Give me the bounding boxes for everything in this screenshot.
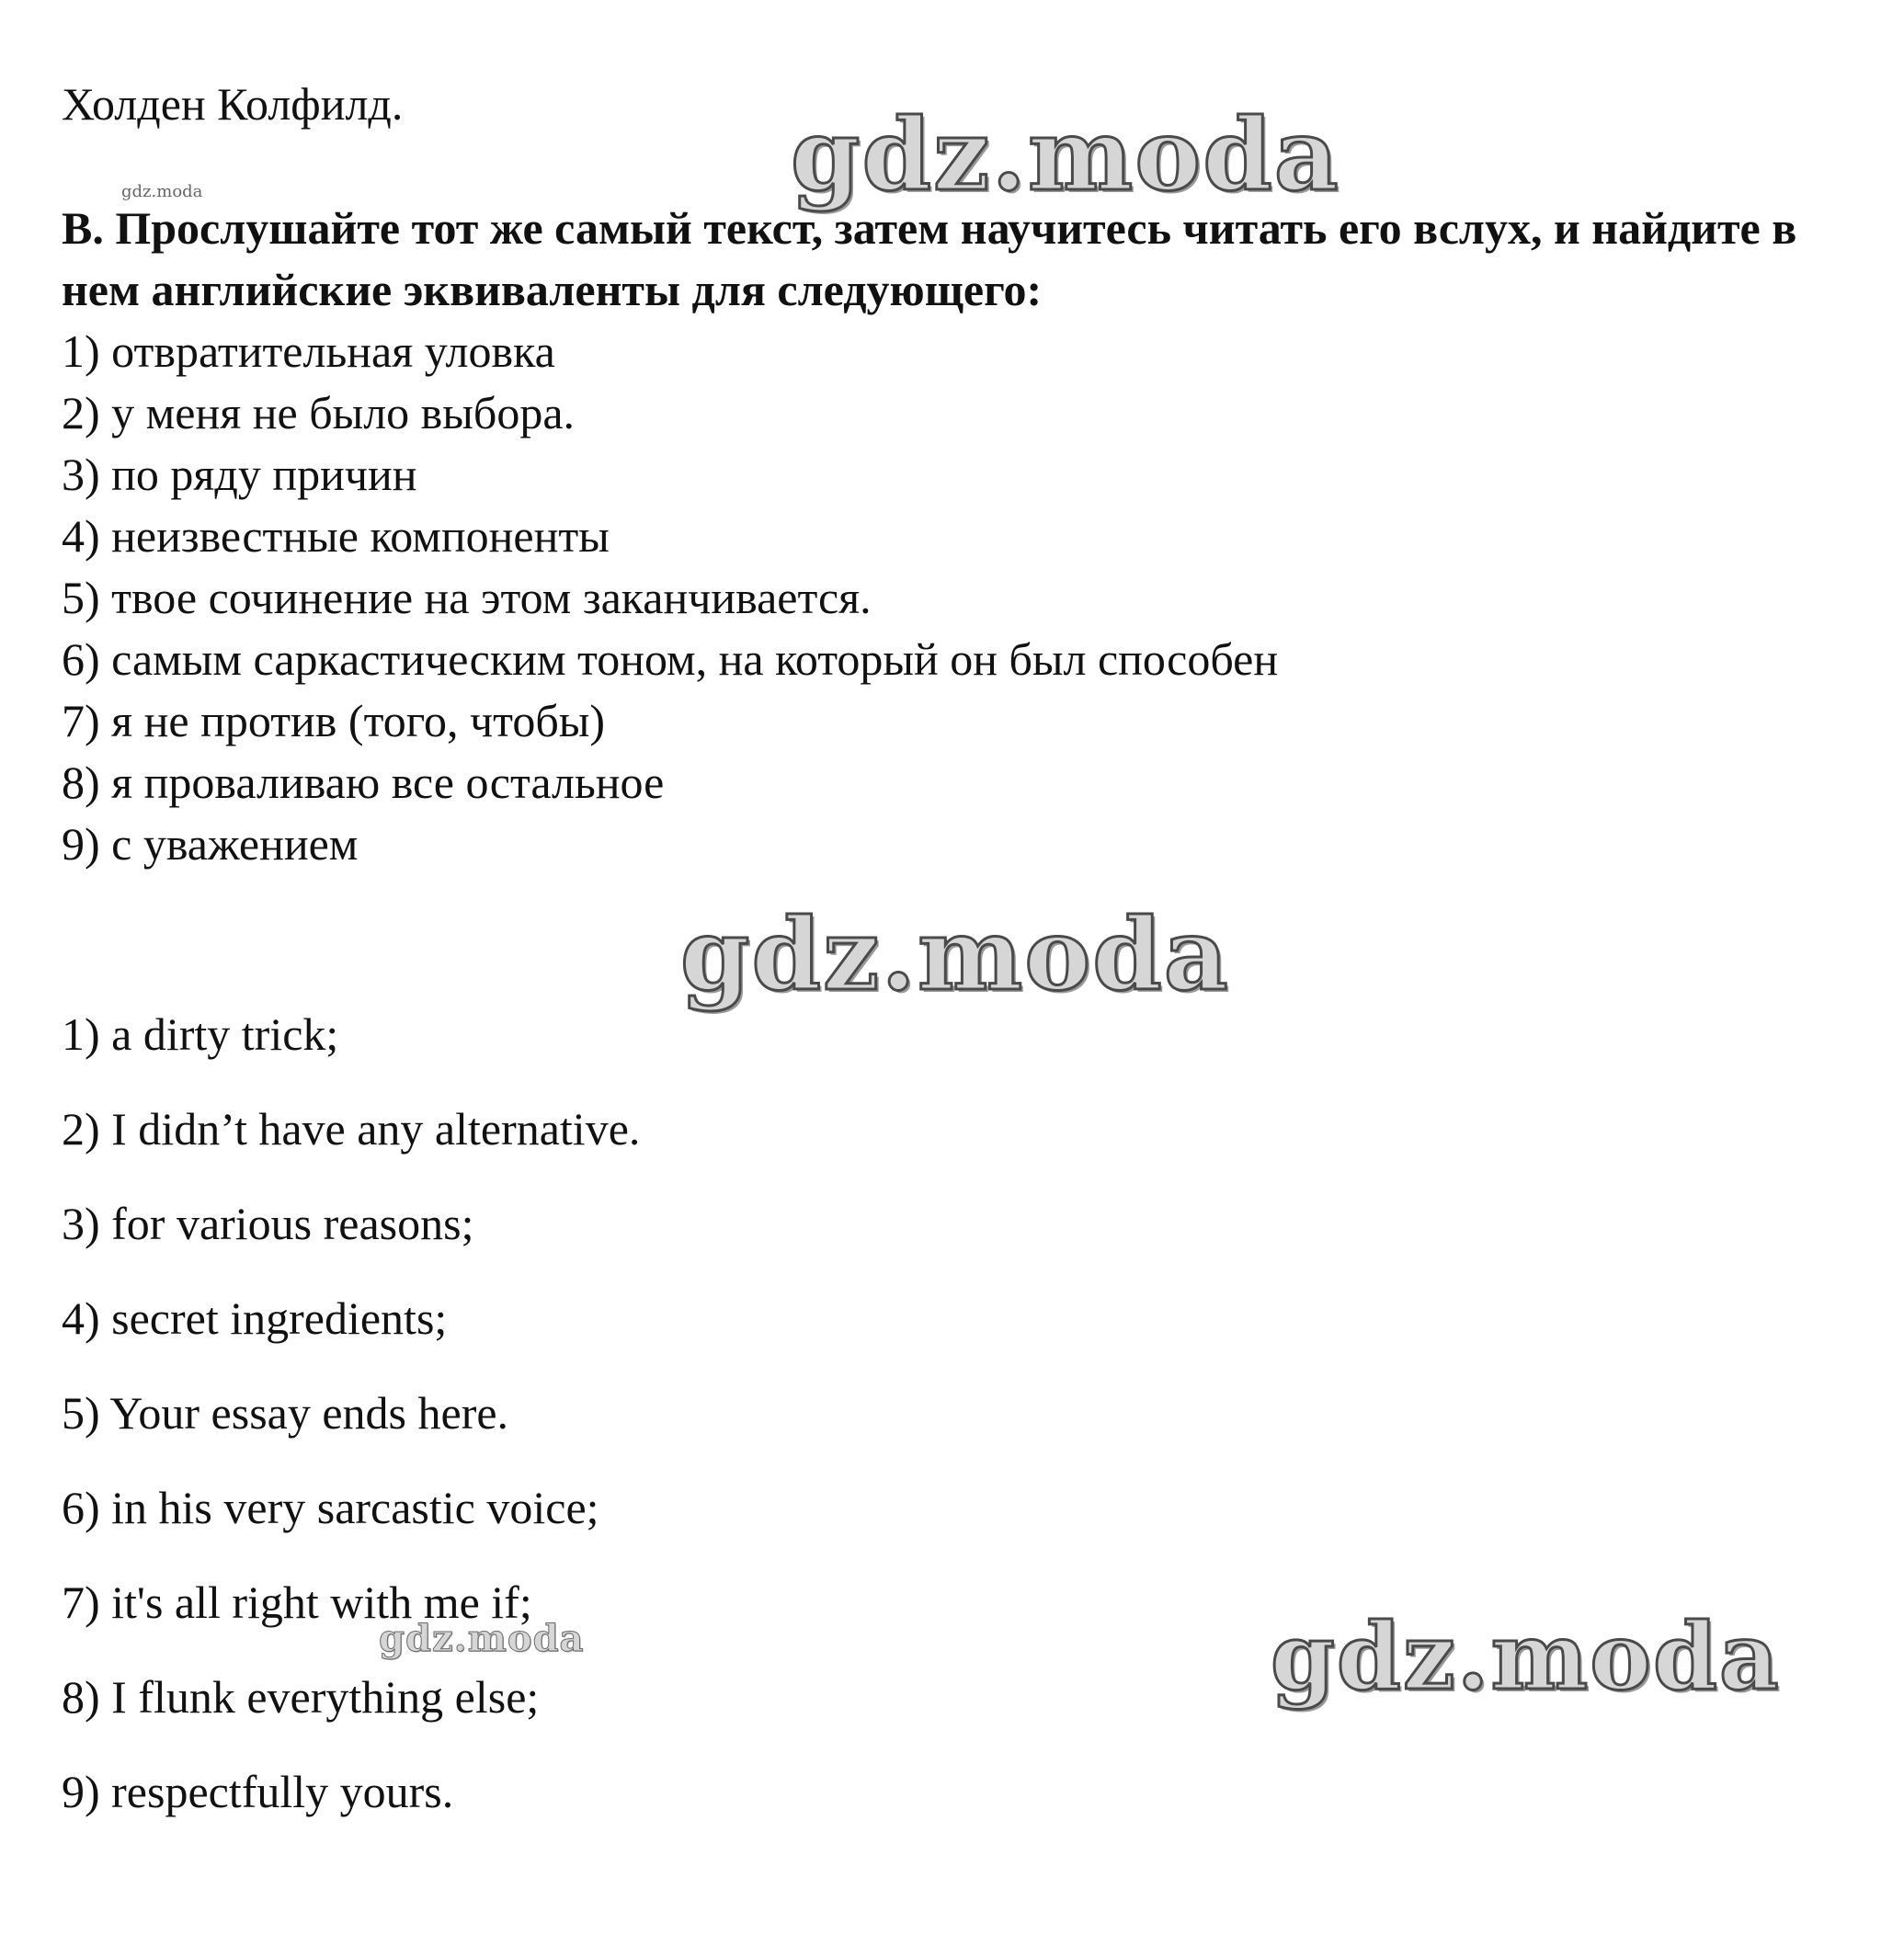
- english-item-5: 5) Your essay ends here.: [62, 1387, 509, 1439]
- watermark-middle: gdz.moda: [680, 897, 1230, 1013]
- header-line: Холден Колфилд.: [62, 78, 404, 130]
- russian-item-1: 1) отвратительная уловка: [62, 325, 555, 377]
- english-item-3: 3) for various reasons;: [62, 1198, 474, 1249]
- russian-item-9: 9) с уважением: [62, 818, 359, 870]
- russian-item-3: 3) по ряду причин: [62, 449, 417, 500]
- english-item-1: 1) a dirty trick;: [62, 1008, 339, 1060]
- watermark-bottom-right: gdz.moda: [1271, 1602, 1781, 1711]
- russian-item-5: 5) твое сочинение на этом заканчивается.: [62, 572, 872, 623]
- russian-item-4: 4) неизвестные компоненты: [62, 510, 610, 562]
- english-item-4: 4) secret ingredients;: [62, 1292, 448, 1344]
- english-item-9: 9) respectfully yours.: [62, 1766, 454, 1817]
- english-item-7: 7) it's all right with me if;: [62, 1576, 532, 1628]
- watermark-tiny: gdz.moda: [121, 182, 203, 201]
- watermark-top: gdz.moda: [791, 97, 1340, 213]
- russian-item-6: 6) самым саркастическим тоном, на который он был способен: [62, 633, 1279, 685]
- english-item-2: 2) I didn’t have any alternative.: [62, 1103, 641, 1155]
- english-item-8: 8) I flunk everything else;: [62, 1671, 540, 1723]
- russian-item-8: 8) я проваливаю все остальное: [62, 757, 665, 808]
- watermark-small: gdz.moda: [379, 1617, 585, 1660]
- task-instruction: B. Прослушайте тот же самый текст, затем научитесь читать его вслух, и найдите в нем английские эквиваленты для следующего:: [62, 202, 1797, 315]
- russian-item-7: 7) я не против (того, чтобы): [62, 695, 606, 746]
- russian-item-2: 2) у меня не было выбора.: [62, 387, 576, 438]
- english-item-6: 6) in his very sarcastic voice;: [62, 1482, 599, 1533]
